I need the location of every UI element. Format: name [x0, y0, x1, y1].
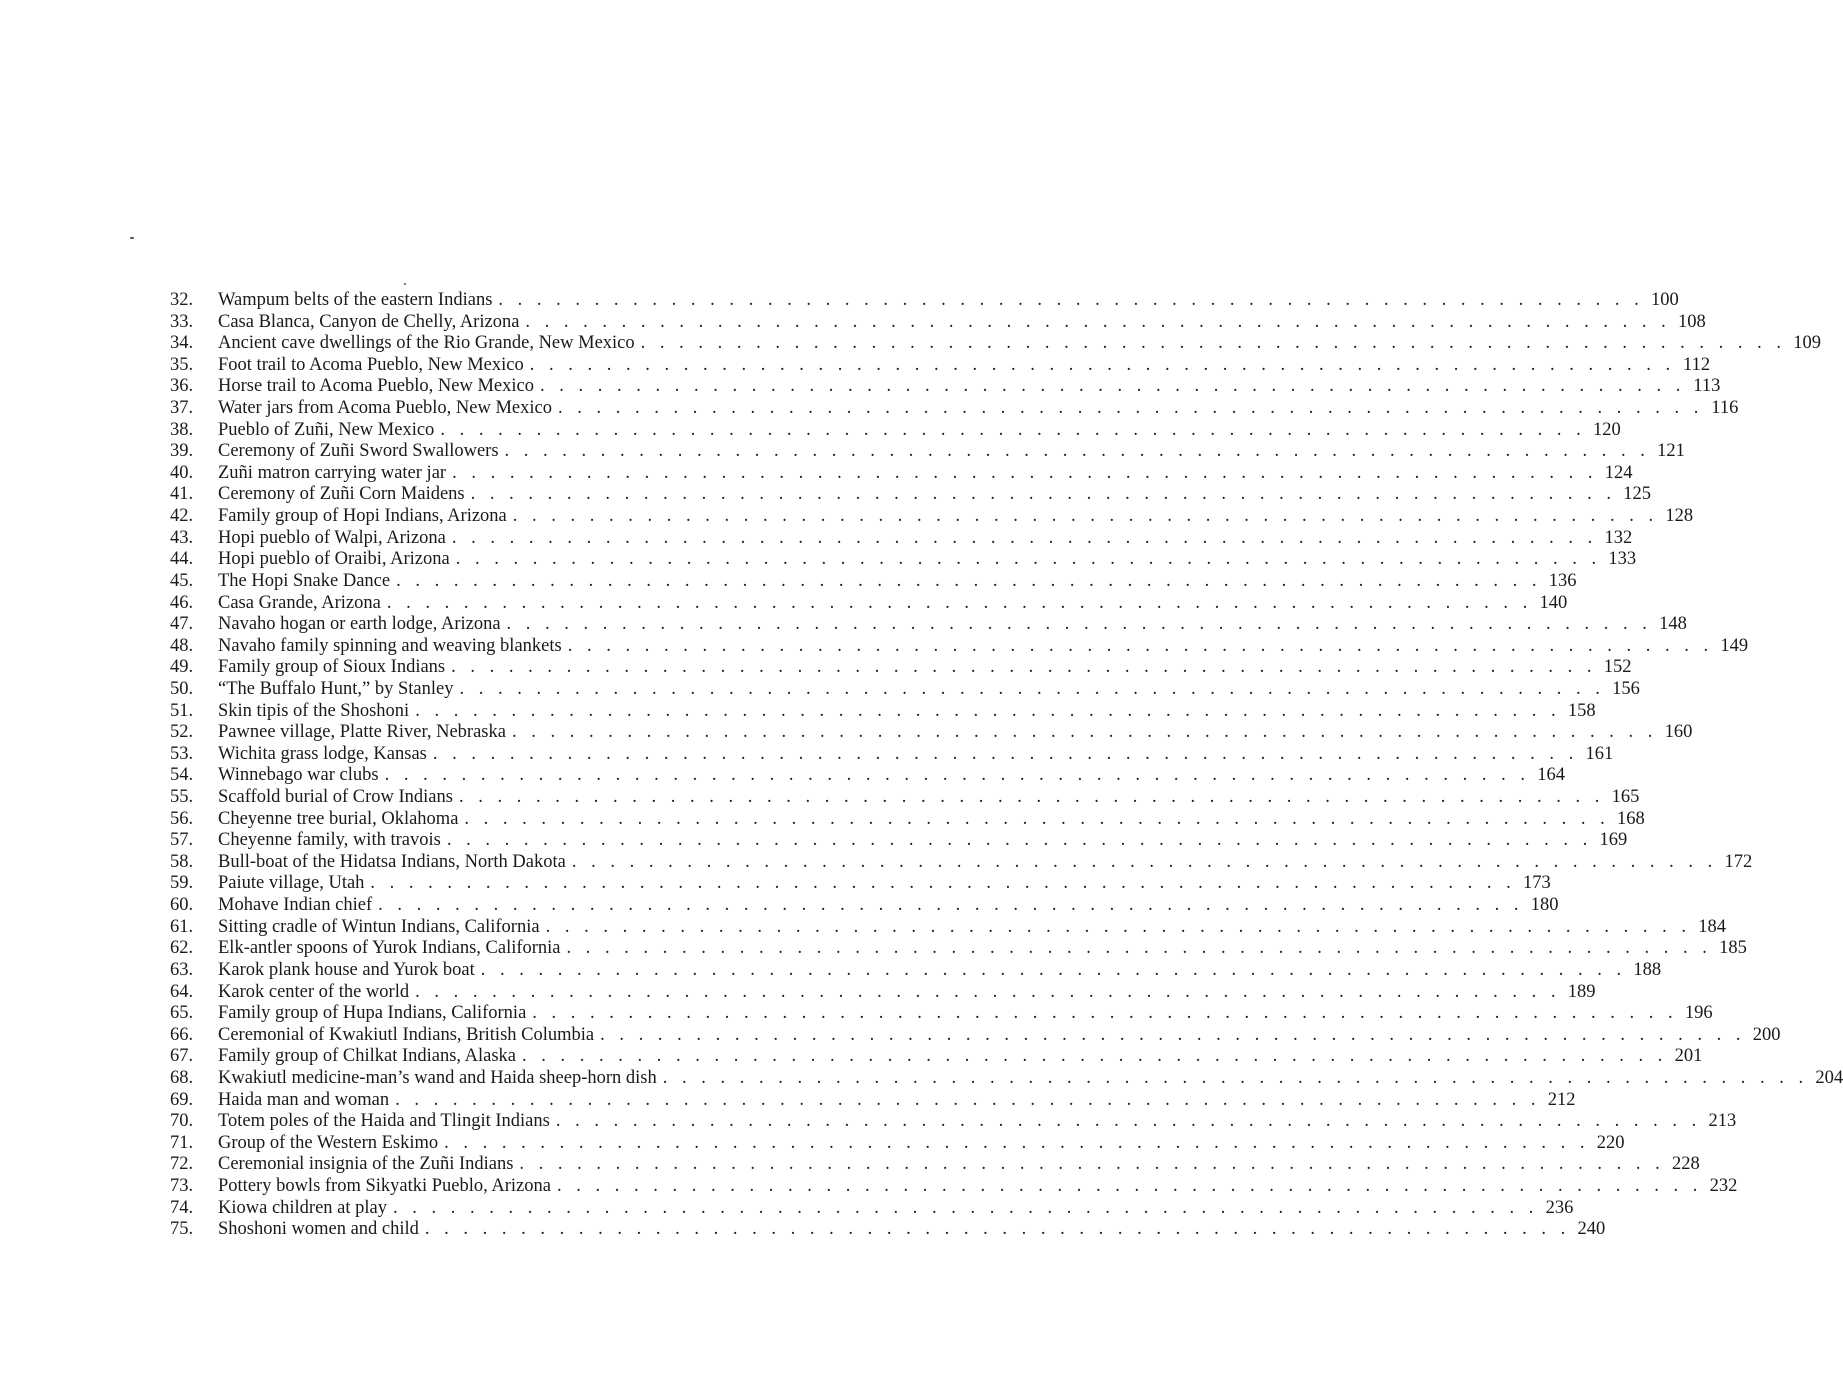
entry-title: Hopi pueblo of Walpi, Arizona	[218, 527, 446, 548]
entry-title: Sitting cradle of Wintun Indians, California	[218, 916, 540, 937]
dot-leader: . . . . . . . . . . . . . . . . . . . . . . . . . . . . . . . . . . . . . . . . . . . . . . . . . . . . . . . . . . . .	[396, 570, 1537, 591]
dot-leader: . . . . . . . . . . . . . . . . . . . . . . . . . . . . . . . . . . . . . . . . . . . . . . . . . . . . . . . . . . . .	[378, 895, 1519, 916]
list-item	[170, 678, 1640, 701]
list-item	[170, 700, 1596, 723]
entry-page-number: 220	[1596, 1132, 1625, 1153]
dot-leader: . . . . . . . . . . . . . . . . . . . . . . . . . . . . . . . . . . . . . . . . . . . . . . . . . . . . . . . . . . . .	[440, 419, 1581, 440]
entry-title: Family group of Chilkat Indians, Alaska	[218, 1046, 517, 1067]
entry-number: 40.	[170, 462, 194, 483]
entry-number: 36.	[170, 376, 194, 397]
entry-page-number: 133	[1608, 549, 1637, 570]
dot-leader: . . . . . . . . . . . . . . . . . . . . . . . . . . . . . . . . . . . . . . . . . . . . . . . . . . . . . . . . . . . .	[525, 311, 1666, 332]
entry-page-number: 196	[1684, 1003, 1713, 1024]
list-item	[170, 1024, 1781, 1047]
list-item	[170, 1154, 1700, 1176]
dot-leader: . . . . . . . . . . . . . . . . . . . . . . . . . . . . . . . . . . . . . . . . . . . . . . . . . . . . . . . . . . . .	[480, 959, 1622, 980]
entry-number: 71.	[170, 1132, 194, 1153]
entry-title: Bull-boat of the Hidatsa Indians, North Dakota	[218, 851, 566, 872]
entry-title: Ceremony of Zuñi Corn Maidens	[218, 484, 465, 505]
list-item	[170, 1175, 1738, 1198]
dot-leader: . . . . . . . . . . . . . . . . . . . . . . . . . . . . . . . . . . . . . . . . . . . . . . . . . . . . . . . . . . . .	[395, 1089, 1536, 1110]
entry-number: 43.	[170, 527, 194, 548]
entry-number: 51.	[170, 700, 194, 721]
scan-speck	[404, 283, 406, 285]
entry-title: Horse trail to Acoma Pueblo, New Mexico	[218, 376, 534, 397]
entry-page-number: 168	[1617, 808, 1645, 829]
list-item	[170, 570, 1577, 593]
entry-number: 32.	[170, 290, 194, 310]
entry-page-number: 228	[1672, 1154, 1700, 1175]
list-item	[170, 657, 1632, 679]
dot-leader: . . . . . . . . . . . . . . . . . . . . . . . . . . . . . . . . . . . . . . . . . . . . . . . . . . . . . . . . . . . .	[545, 916, 1686, 937]
entry-number: 66.	[170, 1024, 194, 1045]
entry-number: 33.	[170, 311, 194, 332]
dot-leader: . . . . . . . . . . . . . . . . . . . . . . . . . . . . . . . . . . . . . . . . . . . . . . . . . . . . . . . . . . . .	[432, 743, 1574, 764]
list-item	[170, 506, 1694, 528]
entry-number: 62.	[170, 938, 194, 959]
list-item	[170, 765, 1565, 787]
list-item	[170, 354, 1711, 377]
entry-page-number: 160	[1664, 722, 1693, 743]
dot-leader: . . . . . . . . . . . . . . . . . . . . . . . . . . . . . . . . . . . . . . . . . . . . . . . . . . . . . . . . . . . .	[571, 851, 1713, 872]
entry-number: 74.	[170, 1197, 194, 1218]
entry-number: 55.	[170, 787, 194, 808]
entry-number: 57.	[170, 830, 194, 851]
dot-leader: . . . . . . . . . . . . . . . . . . . . . . . . . . . . . . . . . . . . . . . . . . . . . . . . . . . . . . . . . . . .	[640, 333, 1782, 354]
entry-title: Skin tipis of the Shoshoni	[218, 700, 410, 721]
entry-number: 45.	[170, 570, 194, 591]
entry-page-number: 180	[1530, 895, 1559, 916]
entry-title: Water jars from Acoma Pueblo, New Mexico	[218, 398, 552, 419]
dot-leader: . . . . . . . . . . . . . . . . . . . . . . . . . . . . . . . . . . . . . . . . . . . . . . . . . . . . . . . . . . . .	[662, 1067, 1804, 1088]
entry-title: The Hopi Snake Dance	[218, 570, 391, 591]
list-item	[170, 635, 1749, 658]
dot-leader: . . . . . . . . . . . . . . . . . . . . . . . . . . . . . . . . . . . . . . . . . . . . . . . . . . . . . . . . . . . .	[529, 354, 1671, 375]
dot-leader: . . . . . . . . . . . . . . . . . . . . . . . . . . . . . . . . . . . . . . . . . . . . . . . . . . . . . . . . . . . .	[556, 1175, 1698, 1196]
entry-number: 56.	[170, 808, 194, 829]
list-item	[170, 419, 1621, 442]
list-item	[170, 398, 1739, 420]
entry-number: 59.	[170, 873, 194, 894]
list-item	[170, 938, 1747, 960]
entry-number: 44.	[170, 549, 194, 570]
dot-leader: . . . . . . . . . . . . . . . . . . . . . . . . . . . . . . . . . . . . . . . . . . . . . . . . . . . . . . . . . . . .	[415, 981, 1556, 1002]
entry-number: 75.	[170, 1219, 194, 1240]
entry-number: 70.	[170, 1111, 194, 1132]
dot-leader: . . . . . . . . . . . . . . . . . . . . . . . . . . . . . . . . . . . . . . . . . . . . . . . . . . . . . . . . . . . .	[532, 1003, 1673, 1024]
entry-number: 38.	[170, 419, 194, 440]
entry-title: Pawnee village, Platte River, Nebraska	[218, 722, 506, 743]
entry-title: Navaho hogan or earth lodge, Arizona	[218, 614, 501, 635]
entry-page-number: 173	[1523, 873, 1551, 894]
dot-leader: . . . . . . . . . . . . . . . . . . . . . . . . . . . . . . . . . . . . . . . . . . . . . . . . . . . . . . . . . . . .	[519, 1154, 1660, 1175]
list-item	[170, 722, 1693, 744]
entry-number: 50.	[170, 678, 194, 699]
entry-page-number: 236	[1545, 1197, 1574, 1218]
entry-page-number: 140	[1539, 592, 1568, 613]
entry-page-number: 156	[1612, 678, 1640, 699]
list-item	[170, 808, 1645, 831]
dot-leader: . . . . . . . . . . . . . . . . . . . . . . . . . . . . . . . . . . . . . . . . . . . . . . . . . . . . . . . . . . . .	[393, 1197, 1534, 1218]
entry-page-number: 201	[1674, 1046, 1703, 1067]
entry-page-number: 113	[1693, 376, 1721, 397]
entry-page-number: 240	[1577, 1219, 1606, 1240]
list-item	[170, 592, 1568, 615]
entry-page-number: 100	[1651, 290, 1679, 310]
entry-page-number: 121	[1657, 441, 1685, 462]
dot-leader: . . . . . . . . . . . . . . . . . . . . . . . . . . . . . . . . . . . . . . . . . . . . . . . . . . . . . . . . . . . .	[455, 549, 1597, 570]
entry-page-number: 169	[1599, 830, 1628, 851]
list-item	[170, 959, 1662, 982]
entry-title: Ancient cave dwellings of the Rio Grande, New Mexico	[218, 333, 635, 354]
entry-title: Family group of Hupa Indians, California	[218, 1003, 527, 1024]
entry-number: 37.	[170, 398, 194, 419]
list-item	[170, 895, 1559, 917]
entry-title: Scaffold burial of Crow Indians	[218, 787, 453, 808]
entry-number: 58.	[170, 851, 194, 872]
dot-leader: . . . . . . . . . . . . . . . . . . . . . . . . . . . . . . . . . . . . . . . . . . . . . . . . . . . . . . . . . . . .	[446, 830, 1588, 851]
entry-page-number: 120	[1592, 419, 1621, 440]
entry-title: Group of the Western Eskimo	[218, 1132, 439, 1153]
entry-number: 63.	[170, 959, 194, 980]
dot-leader: . . . . . . . . . . . . . . . . . . . . . . . . . . . . . . . . . . . . . . . . . . . . . . . . . . . . . . . . . . . .	[555, 1111, 1697, 1132]
entry-number: 35.	[170, 354, 194, 375]
entry-number: 46.	[170, 592, 194, 613]
dot-leader: . . . . . . . . . . . . . . . . . . . . . . . . . . . . . . . . . . . . . . . . . . . . . . . . . . . . . . . . . . . .	[386, 592, 1528, 613]
dot-leader: . . . . . . . . . . . . . . . . . . . . . . . . . . . . . . . . . . . . . . . . . . . . . . . . . . . . . . . . . . . .	[511, 722, 1653, 743]
entry-title: Hopi pueblo of Oraibi, Arizona	[218, 549, 450, 570]
entry-title: Casa Blanca, Canyon de Chelly, Arizona	[218, 311, 520, 332]
entry-title: Haida man and woman	[218, 1089, 390, 1110]
list-item	[170, 1132, 1625, 1155]
entry-title: Elk-antler spoons of Yurok Indians, California	[218, 938, 561, 959]
dot-leader: . . . . . . . . . . . . . . . . . . . . . . . . . . . . . . . . . . . . . . . . . . . . . . . . . . . . . . . . . . . .	[451, 657, 1592, 678]
dot-leader: . . . . . . . . . . . . . . . . . . . . . . . . . . . . . . . . . . . . . . . . . . . . . . . . . . . . . . . . . . . .	[424, 1219, 1566, 1240]
entry-title: Foot trail to Acoma Pueblo, New Mexico	[218, 354, 524, 375]
entry-title: Winnebago war clubs	[218, 765, 379, 786]
entry-number: 49.	[170, 657, 194, 678]
entry-page-number: 184	[1698, 916, 1726, 937]
dot-leader: . . . . . . . . . . . . . . . . . . . . . . . . . . . . . . . . . . . . . . . . . . . . . . . . . . . . . . . . . . . .	[444, 1132, 1585, 1153]
dot-leader: . . . . . . . . . . . . . . . . . . . . . . . . . . . . . . . . . . . . . . . . . . . . . . . . . . . . . . . . . . . .	[458, 787, 1600, 808]
dot-leader: . . . . . . . . . . . . . . . . . . . . . . . . . . . . . . . . . . . . . . . . . . . . . . . . . . . . . . . . . . . .	[459, 678, 1600, 699]
entry-page-number: 204	[1815, 1067, 1843, 1088]
entry-title: Kiowa children at play	[218, 1197, 388, 1218]
list-item	[170, 1003, 1713, 1025]
entry-title: Pottery bowls from Sikyatki Pueblo, Arizona	[218, 1175, 551, 1196]
list-item	[170, 484, 1651, 506]
entry-number: 68.	[170, 1067, 194, 1088]
entry-page-number: 112	[1683, 354, 1711, 375]
entry-page-number: 136	[1548, 570, 1577, 591]
dot-leader: . . . . . . . . . . . . . . . . . . . . . . . . . . . . . . . . . . . . . . . . . . . . . . . . . . . . . . . . . . . .	[600, 1024, 1741, 1045]
entry-title: Karok plank house and Yurok boat	[218, 959, 475, 980]
entry-title: Family group of Sioux Indians	[218, 657, 446, 678]
entry-number: 39.	[170, 441, 194, 462]
entry-title: Ceremonial of Kwakiutl Indians, British Columbia	[218, 1024, 595, 1045]
entry-page-number: 124	[1604, 462, 1633, 483]
entry-page-number: 109	[1793, 333, 1822, 354]
entry-title: Wichita grass lodge, Kansas	[218, 743, 427, 764]
list-item	[170, 851, 1753, 874]
dot-leader: . . . . . . . . . . . . . . . . . . . . . . . . . . . . . . . . . . . . . . . . . . . . . . . . . . . . . . . . . . . .	[470, 484, 1611, 505]
dot-leader: . . . . . . . . . . . . . . . . . . . . . . . . . . . . . . . . . . . . . . . . . . . . . . . . . . . . . . . . . . . .	[539, 376, 1681, 397]
entry-number: 73.	[170, 1175, 194, 1196]
entry-page-number: 200	[1752, 1024, 1781, 1045]
dot-leader: . . . . . . . . . . . . . . . . . . . . . . . . . . . . . . . . . . . . . . . . . . . . . . . . . . . . . . . . . . . .	[415, 700, 1556, 721]
list-item	[170, 1046, 1703, 1068]
list-item	[170, 441, 1685, 463]
entry-number: 54.	[170, 765, 194, 786]
entry-page-number: 213	[1708, 1111, 1737, 1132]
entry-page-number: 128	[1665, 506, 1694, 527]
entry-number: 34.	[170, 333, 194, 354]
entry-number: 48.	[170, 635, 194, 656]
entry-number: 64.	[170, 981, 194, 1002]
dot-leader: . . . . . . . . . . . . . . . . . . . . . . . . . . . . . . . . . . . . . . . . . . . . . . . . . . . . . . . . . . . .	[522, 1046, 1663, 1067]
entry-page-number: 125	[1623, 484, 1651, 505]
entry-page-number: 148	[1659, 614, 1687, 635]
entry-number: 42.	[170, 506, 194, 527]
entry-title: Casa Grande, Arizona	[218, 592, 381, 613]
entry-page-number: 116	[1711, 398, 1739, 419]
entry-page-number: 232	[1709, 1175, 1738, 1196]
entry-title: Totem poles of the Haida and Tlingit Indians	[218, 1111, 550, 1132]
dot-leader: . . . . . . . . . . . . . . . . . . . . . . . . . . . . . . . . . . . . . . . . . . . . . . . . . . . . . . . . . . . .	[452, 462, 1593, 483]
scan-speck	[130, 237, 134, 239]
entry-page-number: 108	[1678, 311, 1706, 332]
entry-title: Pueblo of Zuñi, New Mexico	[218, 419, 435, 440]
entry-number: 69.	[170, 1089, 194, 1110]
entry-page-number: 172	[1724, 851, 1753, 872]
entry-page-number: 185	[1719, 938, 1747, 959]
list-item	[170, 916, 1726, 939]
list-item	[170, 614, 1687, 636]
dot-leader: . . . . . . . . . . . . . . . . . . . . . . . . . . . . . . . . . . . . . . . . . . . . . . . . . . . . . . . . . . . .	[566, 938, 1707, 959]
list-item	[170, 787, 1640, 809]
list-item	[170, 462, 1633, 485]
entry-number: 72.	[170, 1154, 194, 1175]
entry-title: Mohave Indian chief	[218, 895, 373, 916]
list-item	[170, 1219, 1606, 1241]
entry-page-number: 132	[1604, 527, 1633, 548]
list-item	[170, 1067, 1843, 1090]
dot-leader: . . . . . . . . . . . . . . . . . . . . . . . . . . . . . . . . . . . . . . . . . . . . . . . . . . . . . . . . . . . .	[464, 808, 1605, 829]
entry-page-number: 165	[1611, 787, 1640, 808]
entry-title: “The Buffalo Hunt,” by Stanley	[218, 678, 454, 699]
entry-page-number: 189	[1567, 981, 1596, 1002]
list-item	[170, 981, 1596, 1004]
entry-title: Ceremony of Zuñi Sword Swallowers	[218, 441, 499, 462]
dot-leader: . . . . . . . . . . . . . . . . . . . . . . . . . . . . . . . . . . . . . . . . . . . . . . . . . . . . . . . . . . . .	[498, 290, 1639, 310]
entry-page-number: 152	[1603, 657, 1632, 678]
entry-number: 41.	[170, 484, 194, 505]
entry-title: Cheyenne family, with travois	[218, 830, 441, 851]
list-item	[170, 1089, 1576, 1112]
list-item	[170, 1111, 1737, 1133]
entry-title: Karok center of the world	[218, 981, 410, 1002]
list-item	[170, 549, 1637, 571]
entry-number: 53.	[170, 743, 194, 764]
list-item	[170, 376, 1721, 398]
list-item	[170, 527, 1633, 550]
list-item	[170, 311, 1706, 334]
list-item	[170, 743, 1614, 766]
entry-title: Family group of Hopi Indians, Arizona	[218, 506, 507, 527]
dot-leader: . . . . . . . . . . . . . . . . . . . . . . . . . . . . . . . . . . . . . . . . . . . . . . . . . . . . . . . . . . . .	[384, 765, 1525, 786]
dot-leader: . . . . . . . . . . . . . . . . . . . . . . . . . . . . . . . . . . . . . . . . . . . . . . . . . . . . . . . . . . . .	[451, 527, 1593, 548]
dot-leader: . . . . . . . . . . . . . . . . . . . . . . . . . . . . . . . . . . . . . . . . . . . . . . . . . . . . . . . . . . . .	[567, 635, 1709, 656]
entry-page-number: 188	[1633, 959, 1662, 980]
list-item	[170, 873, 1551, 895]
entry-page-number: 158	[1567, 700, 1596, 721]
list-item	[170, 290, 1679, 312]
entry-title: Shoshoni women and child	[218, 1219, 419, 1240]
illustrations-list	[170, 290, 1843, 1241]
dot-leader: . . . . . . . . . . . . . . . . . . . . . . . . . . . . . . . . . . . . . . . . . . . . . . . . . . . . . . . . . . . .	[506, 614, 1647, 635]
entry-title: Ceremonial insignia of the Zuñi Indians	[218, 1154, 514, 1175]
entry-title: Kwakiutl medicine-man’s wand and Haida sheep-horn dish	[218, 1067, 657, 1088]
entry-number: 47.	[170, 614, 194, 635]
entry-title: Paiute village, Utah	[218, 873, 365, 894]
entry-number: 65.	[170, 1003, 194, 1024]
entry-title: Zuñi matron carrying water jar	[218, 462, 447, 483]
entry-page-number: 164	[1537, 765, 1565, 786]
list-item	[170, 333, 1822, 355]
list-item	[170, 830, 1628, 852]
entry-title: Cheyenne tree burial, Oklahoma	[218, 808, 459, 829]
list-item	[170, 1197, 1574, 1220]
entry-page-number: 149	[1720, 635, 1749, 656]
dot-leader: . . . . . . . . . . . . . . . . . . . . . . . . . . . . . . . . . . . . . . . . . . . . . . . . . . . . . . . . . . . .	[504, 441, 1645, 462]
entry-number: 67.	[170, 1046, 194, 1067]
entry-page-number: 161	[1585, 743, 1614, 764]
dot-leader: . . . . . . . . . . . . . . . . . . . . . . . . . . . . . . . . . . . . . . . . . . . . . . . . . . . . . . . . . . . .	[558, 398, 1699, 419]
dot-leader: . . . . . . . . . . . . . . . . . . . . . . . . . . . . . . . . . . . . . . . . . . . . . . . . . . . . . . . . . . . .	[370, 873, 1511, 894]
entry-number: 52.	[170, 722, 194, 743]
entry-page-number: 212	[1547, 1089, 1576, 1110]
entry-title: Navaho family spinning and weaving blankets	[218, 635, 562, 656]
dot-leader: . . . . . . . . . . . . . . . . . . . . . . . . . . . . . . . . . . . . . . . . . . . . . . . . . . . . . . . . . . . .	[512, 506, 1654, 527]
entry-number: 60.	[170, 895, 194, 916]
entry-title: Wampum belts of the eastern Indians	[218, 290, 493, 310]
entry-number: 61.	[170, 916, 194, 937]
